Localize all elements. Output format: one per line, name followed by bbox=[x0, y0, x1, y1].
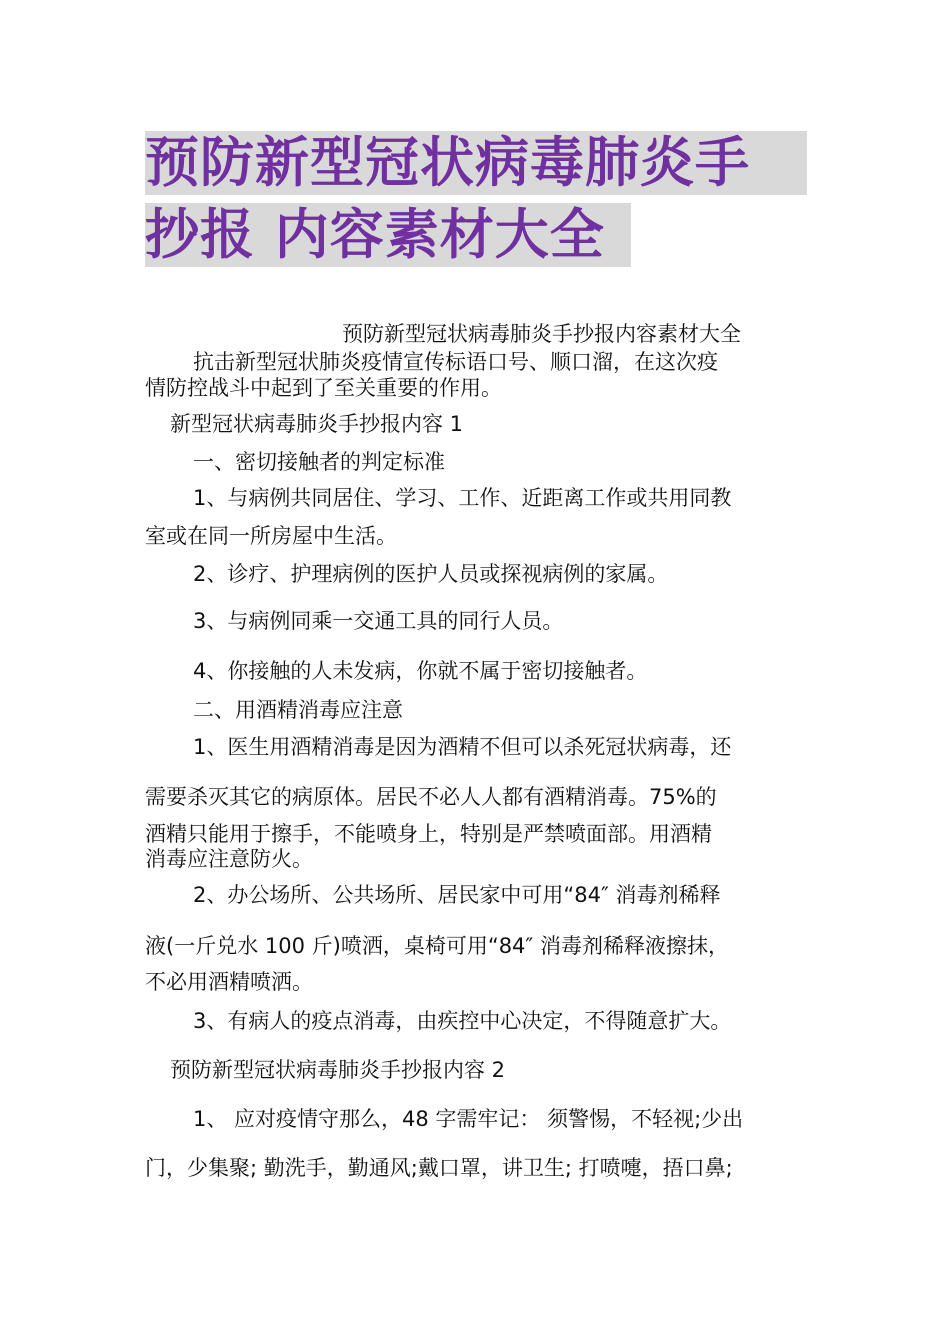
document-title-line-1: 预防新型冠状病毒肺炎手 bbox=[145, 131, 807, 195]
subheading-1: 一、密切接触者的判定标准 bbox=[193, 450, 445, 474]
paragraph-line: 消毒应注意防火。 bbox=[145, 847, 313, 871]
paragraph-line: 1、医生用酒精消毒是因为酒精不但可以杀死冠状病毒，还 bbox=[193, 735, 732, 759]
paragraph-line: 不必用酒精喷洒。 bbox=[145, 970, 313, 994]
paragraph-line: 4、你接触的人未发病，你就不属于密切接触者。 bbox=[193, 659, 648, 683]
paragraph-line: 2、诊疗、护理病例的医护人员或探视病例的家属。 bbox=[193, 562, 669, 586]
paragraph-line: 1、与病例共同居住、学习、工作、近距离工作或共用同教 bbox=[193, 486, 732, 510]
paragraph-line: 液(一斤兑水 100 斤)喷洒，桌椅可用“84″ 消毒剂稀释液擦抹， bbox=[145, 934, 729, 958]
subtitle: 预防新型冠状病毒肺炎手抄报内容素材大全 bbox=[342, 322, 741, 346]
paragraph-line: 门，少集聚; 勤洗手，勤通风;戴口罩，讲卫生; 打喷嚏，捂口鼻; bbox=[145, 1156, 733, 1180]
paragraph-line: 酒精只能用于擦手，不能喷身上，特别是严禁喷面部。用酒精 bbox=[145, 822, 712, 846]
document-title-line-2: 抄报 内容素材大全 bbox=[145, 203, 631, 267]
paragraph-line: 1、 应对疫情守那么，48 字需牢记： 须警惕，不轻视;少出 bbox=[193, 1107, 744, 1131]
paragraph-line: 室或在同一所房屋中生活。 bbox=[145, 524, 397, 548]
subheading-2: 二、用酒精消毒应注意 bbox=[193, 698, 403, 722]
intro-line-1: 抗击新型冠状肺炎疫情宣传标语口号、顺口溜，在这次疫 bbox=[193, 350, 718, 374]
section-heading-1: 新型冠状病毒肺炎手抄报内容 1 bbox=[170, 412, 464, 436]
paragraph-line: 3、与病例同乘一交通工具的同行人员。 bbox=[193, 609, 564, 633]
section-heading-2: 预防新型冠状病毒肺炎手抄报内容 2 bbox=[170, 1058, 506, 1082]
paragraph-line: 需要杀灭其它的病原体。居民不必人人都有酒精消毒。75%的 bbox=[145, 785, 717, 809]
intro-line-2: 情防控战斗中起到了至关重要的作用。 bbox=[145, 376, 502, 400]
paragraph-line: 3、有病人的疫点消毒，由疾控中心决定，不得随意扩大。 bbox=[193, 1009, 732, 1033]
paragraph-line: 2、办公场所、公共场所、居民家中可用“84″ 消毒剂稀释 bbox=[193, 883, 721, 907]
